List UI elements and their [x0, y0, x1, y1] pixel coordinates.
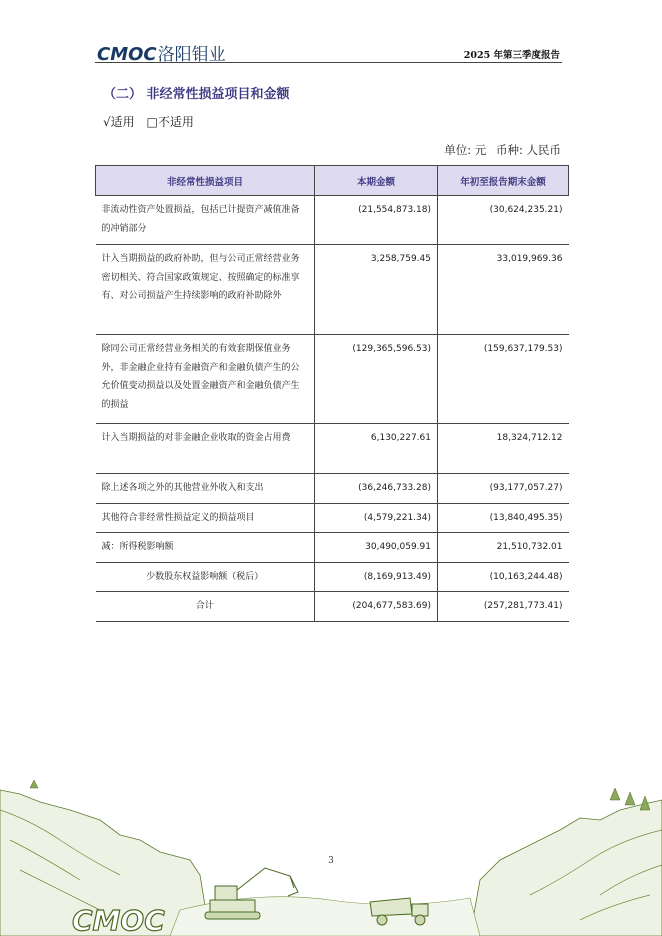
company-logo: [97, 40, 226, 65]
row-item: 非流动性资产处置损益，包括已计提资产减值准备的冲销部分: [96, 196, 315, 245]
row-item: 计入当期损益的对非金融企业收取的资金占用费: [96, 424, 315, 474]
row-current: (8,169,913.49): [315, 562, 438, 592]
header-item: 非经常性损益项目: [96, 166, 315, 196]
row-current: (129,365,596.53): [315, 335, 438, 424]
row-ytd: (159,637,179.53): [438, 335, 569, 424]
logo-cn: 洛阳钼业: [157, 45, 226, 65]
row-ytd: (13,840,495.35): [438, 503, 569, 533]
table-row: [96, 562, 569, 592]
non-recurring-items-table: [95, 165, 569, 622]
row-item: 计入当期损益的政府补助，但与公司正常经营业务密切相关、符合国家政策规定、按照确定的标准享有、对公司损益产生持续影响的政府补助除外: [96, 245, 315, 335]
table-row: [96, 474, 569, 504]
page-header: [95, 38, 562, 63]
table-row-total: [96, 592, 569, 622]
row-ytd: (257,281,773.41): [438, 592, 569, 622]
row-current: (4,579,221.34): [315, 503, 438, 533]
section-title: （二） 非经常性损益项目和金额: [103, 87, 290, 102]
row-current: 3,258,759.45: [315, 245, 438, 335]
table-row: [96, 503, 569, 533]
mountain-right: [470, 800, 662, 936]
logo-en: CMOC: [97, 44, 157, 65]
table-row: [96, 335, 569, 424]
footer-logo: CMOC: [72, 904, 165, 936]
row-current: (36,246,733.28): [315, 474, 438, 504]
header-ytd: 年初至报告期末金额: [438, 166, 569, 196]
row-current: (204,677,583.69): [315, 592, 438, 622]
row-current: 6,130,227.61: [315, 424, 438, 474]
row-item: 除上述各项之外的其他营业外收入和支出: [96, 474, 315, 504]
header-current: 本期金额: [315, 166, 438, 196]
table-row: [96, 533, 569, 563]
row-ytd: 18,324,712.12: [438, 424, 569, 474]
table-row: [96, 245, 569, 335]
row-ytd: (93,177,057.27): [438, 474, 569, 504]
row-item: 少数股东权益影响额（税后）: [96, 562, 315, 592]
row-current: 30,490,059.91: [315, 533, 438, 563]
table-row: [96, 424, 569, 474]
row-ytd: 21,510,732.01: [438, 533, 569, 563]
not-applicable-option: □不适用: [146, 115, 194, 129]
row-item: 除同公司正常经营业务相关的有效套期保值业务外，非金融企业持有金融资产和金融负债产生的公允价值变动损益以及处置金融资产和金融负债产生的损益: [96, 335, 315, 424]
applicable-option: √适用: [103, 115, 135, 129]
row-item: 合计: [96, 592, 315, 622]
unit-label: 单位: 元: [444, 143, 487, 157]
row-current: (21,554,873.18): [315, 196, 438, 245]
applicability-line: [103, 113, 202, 130]
row-ytd: 33,019,969.36: [438, 245, 569, 335]
row-item: 减：所得税影响额: [96, 533, 315, 563]
currency-label: 币种: 人民币: [495, 143, 561, 157]
trees-decoration: [30, 780, 650, 810]
row-ytd: (10,163,244.48): [438, 562, 569, 592]
row-ytd: (30,624,235.21): [438, 196, 569, 245]
unit-line: [438, 142, 561, 158]
row-item: 其他符合非经常性损益定义的损益项目: [96, 503, 315, 533]
report-title: 2025 年第三季度报告: [463, 50, 560, 61]
table-row: [96, 196, 569, 245]
page-number: 3: [328, 856, 334, 866]
table-header-row: [96, 166, 569, 196]
